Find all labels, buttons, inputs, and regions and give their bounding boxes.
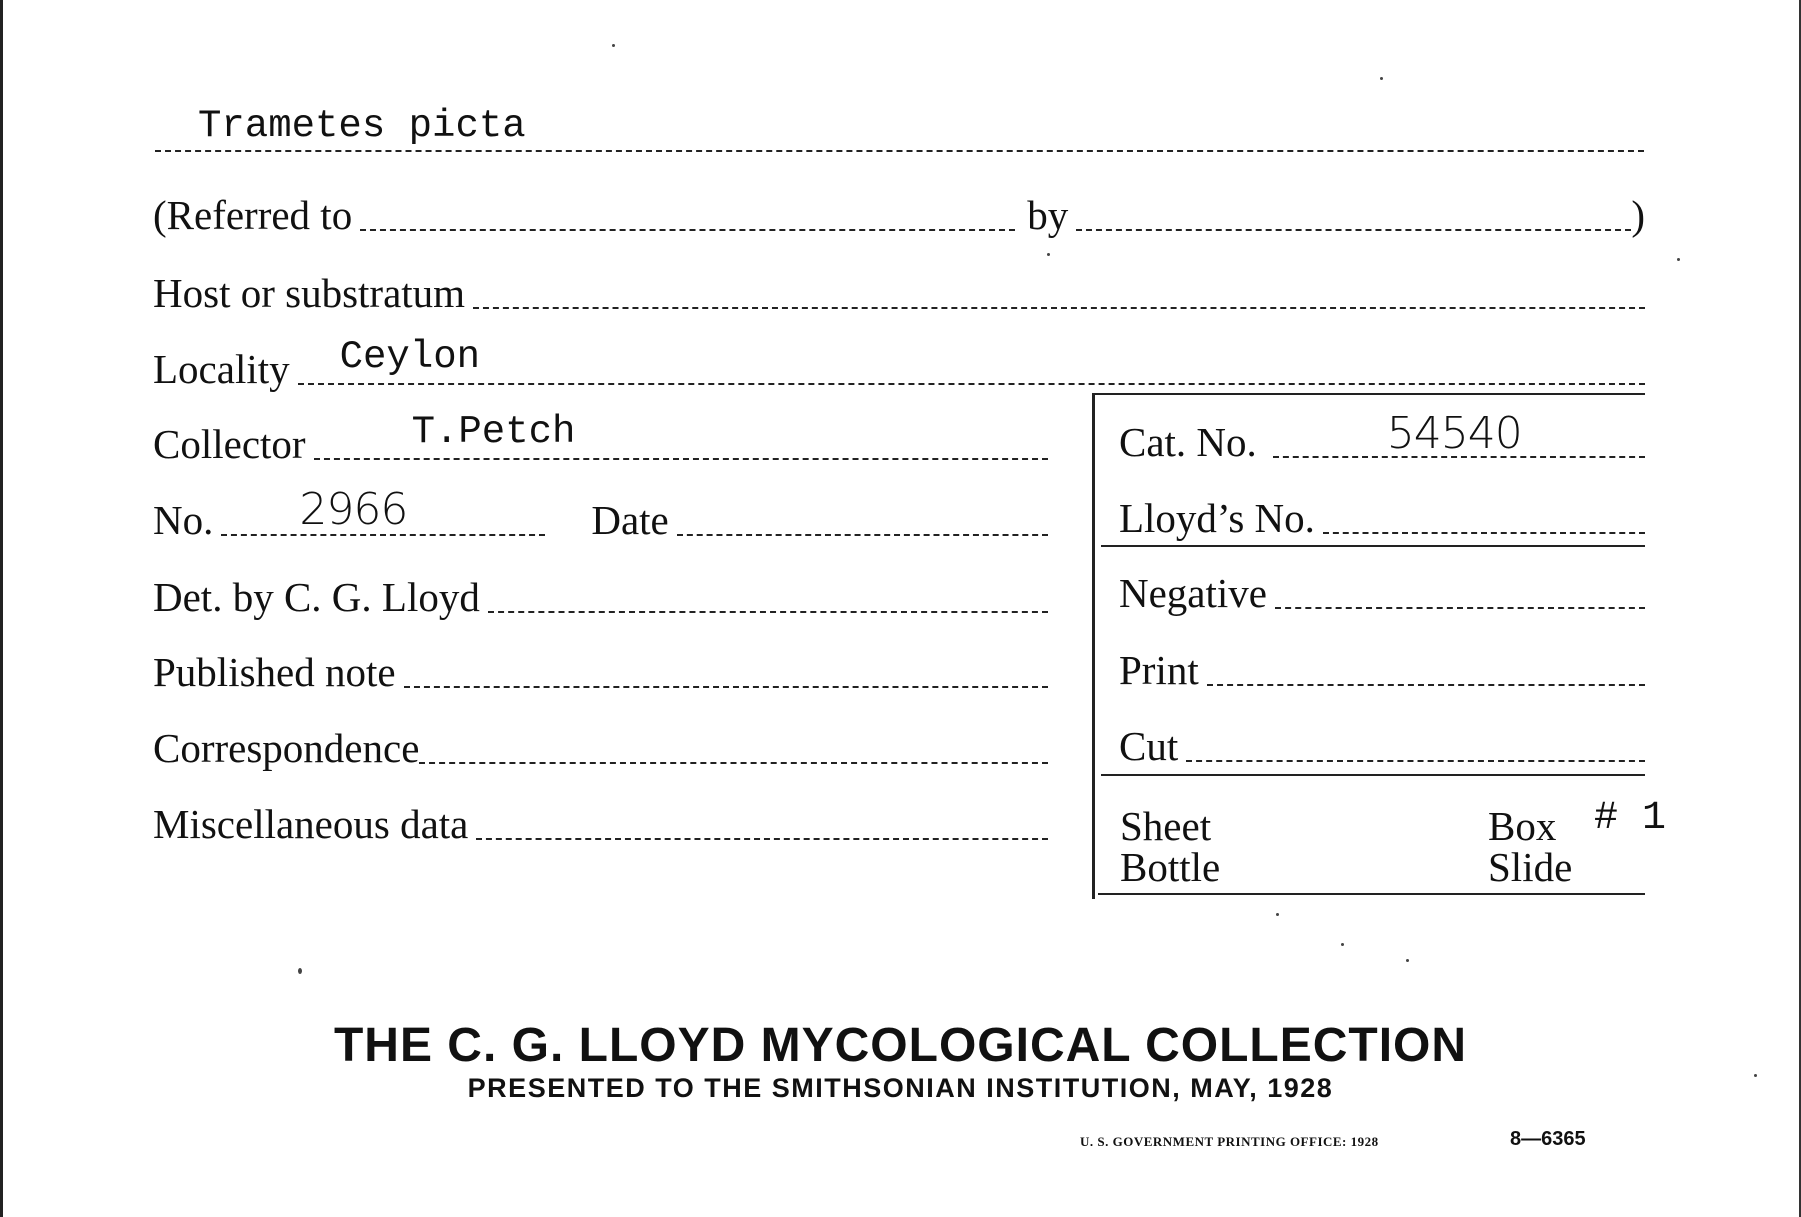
box-rule-1: [1101, 545, 1645, 547]
misc-label: Miscellaneous data: [153, 801, 469, 847]
referred-to-field: [360, 229, 1015, 231]
form-number: 8—6365: [1510, 1128, 1586, 1150]
host-label: Host or substratum: [153, 270, 466, 316]
cat-field: [1273, 408, 1645, 459]
host-row: [153, 270, 1645, 316]
lloyds-label: Lloyd’s No.: [1119, 495, 1315, 541]
scan-speck: [1406, 959, 1409, 962]
locality-row: [153, 335, 1645, 392]
locality-label: Locality: [153, 346, 290, 392]
collection-subtitle: PRESENTED TO THE SMITHSONIAN INSTITUTION, MAY, 1928: [467, 1073, 1334, 1103]
collector-row: [153, 410, 1048, 467]
scan-speck: [1276, 913, 1279, 916]
referred-to-row: [153, 192, 1645, 238]
date-label: Date: [591, 497, 669, 543]
negative-field: [1275, 607, 1645, 609]
species-name: Trametes picta: [198, 104, 526, 148]
by-label: by: [1027, 192, 1069, 238]
box-vertical-rule: [1092, 393, 1095, 899]
scan-speck: [1754, 1074, 1757, 1077]
published-label: Published note: [153, 649, 396, 695]
locality-value: Ceylon: [339, 335, 481, 379]
collector-field: [314, 410, 1048, 460]
correspondence-field: [419, 762, 1048, 764]
cat-row: [1119, 408, 1645, 465]
species-line: [155, 150, 1644, 152]
printer-imprint: U. S. GOVERNMENT PRINTING OFFICE: 1928: [1080, 1134, 1379, 1149]
collection-title: THE C. G. LLOYD MYCOLOGICAL COLLECTION: [333, 1019, 1468, 1072]
det-row: [153, 574, 1048, 620]
print-label: Print: [1119, 647, 1199, 693]
bottle-label: Bottle: [1120, 844, 1221, 890]
print-row: [1119, 647, 1645, 693]
box-value: # 1: [1594, 796, 1667, 841]
box-rule-2: [1101, 774, 1645, 776]
scan-speck: [1047, 253, 1050, 256]
published-field: [404, 686, 1048, 688]
cut-label: Cut: [1119, 723, 1179, 769]
cut-field: [1186, 760, 1645, 762]
correspondence-row: [153, 725, 1048, 771]
box-top-rule: [1094, 393, 1645, 395]
det-label: Det. by C. G. Lloyd: [153, 574, 480, 620]
number-date-row: [153, 484, 1048, 543]
negative-label: Negative: [1119, 570, 1267, 616]
lloyds-field: [1323, 532, 1645, 534]
no-label: No.: [153, 497, 214, 543]
misc-field: [476, 838, 1048, 840]
scan-speck: [1380, 77, 1383, 80]
print-field: [1207, 684, 1645, 686]
close-paren: ): [1631, 192, 1645, 238]
date-field: [677, 534, 1048, 536]
cat-value: 54540: [1386, 408, 1522, 459]
collector-value: T.Petch: [411, 410, 576, 454]
negative-row: [1119, 570, 1645, 616]
locality-field: [298, 335, 1645, 385]
no-value: 2966: [299, 484, 408, 535]
scan-speck: [1677, 258, 1680, 261]
misc-row: [153, 801, 1048, 847]
referred-to-label: (Referred to: [153, 192, 353, 238]
no-field: [221, 484, 545, 536]
collector-label: Collector: [153, 421, 306, 467]
slide-label: Slide: [1488, 844, 1573, 890]
cut-row: [1119, 723, 1645, 769]
correspondence-label: Correspondence: [153, 725, 420, 771]
published-row: [153, 649, 1048, 695]
scan-speck: [1341, 943, 1344, 946]
box-label: Box: [1488, 803, 1557, 849]
host-field: [473, 307, 1645, 309]
det-field: [488, 611, 1048, 613]
sheet-label: Sheet: [1120, 803, 1212, 849]
box-bottom-rule: [1098, 893, 1645, 895]
scan-speck: [612, 44, 615, 47]
cat-label: Cat. No.: [1119, 419, 1257, 465]
scan-speck: [298, 968, 302, 974]
referred-by-field: [1076, 229, 1631, 231]
lloyds-row: [1119, 495, 1645, 541]
